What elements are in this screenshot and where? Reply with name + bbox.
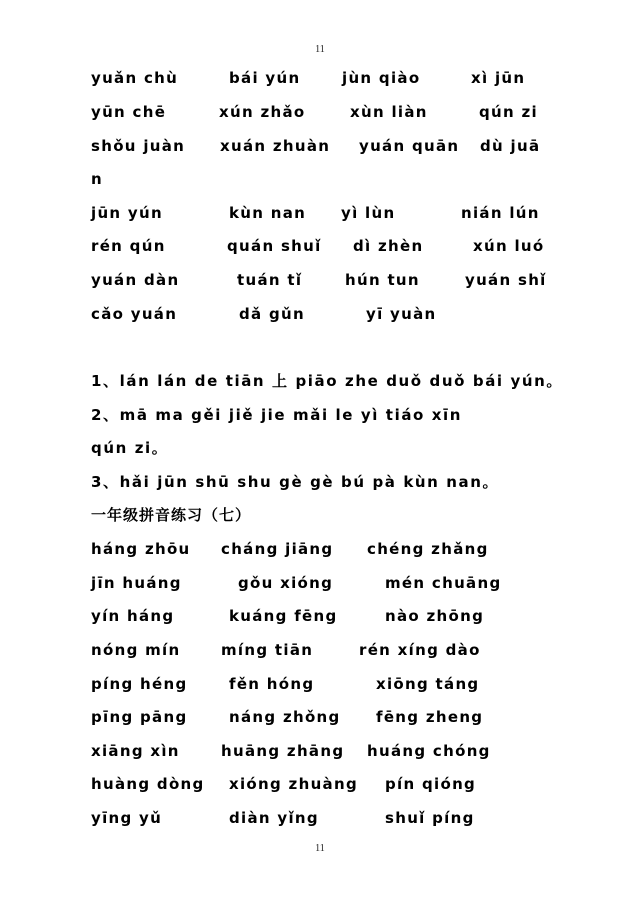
pinyin-word: dǎ gǔn	[239, 305, 305, 323]
pinyin-word: yūn chē	[91, 103, 167, 121]
pinyin-word: xiāng xìn	[91, 742, 180, 760]
pinyin-word: háng zhōu	[91, 540, 191, 558]
pinyin-word: xùn liàn	[350, 103, 428, 121]
pinyin-word: pín qióng	[385, 775, 477, 793]
pinyin-word: jūn yún	[91, 204, 163, 222]
pinyin-word: yín háng	[91, 607, 175, 625]
pinyin-word: fēng zheng	[376, 708, 484, 726]
page-number-top: 11	[315, 44, 325, 55]
pinyin-word: yīng yǔ	[91, 809, 163, 827]
pinyin-word: yì lùn	[341, 204, 396, 222]
sentence-2-continued: qún zi。	[91, 439, 169, 457]
sentence-1: 1、lán lán de tiān 上 piāo zhe duǒ duǒ bái yún。	[91, 372, 564, 390]
pinyin-word: pīng pāng	[91, 708, 188, 726]
pinyin-word: kuáng fēng	[229, 607, 338, 625]
pinyin-word: yuán quān	[359, 137, 460, 155]
pinyin-word: cháng jiāng	[221, 540, 334, 558]
pinyin-word: nào zhōng	[385, 607, 485, 625]
section-title: 一年级拼音练习（七）	[91, 506, 252, 524]
sentence-3: 3、hǎi jūn shū shu gè gè bú pà kùn nan。	[91, 473, 500, 491]
pinyin-word: jùn qiào	[342, 69, 421, 87]
pinyin-word: nóng mín	[91, 641, 181, 659]
pinyin-word: píng héng	[91, 675, 188, 693]
pinyin-word: huāng zhāng	[221, 742, 345, 760]
pinyin-word: n	[91, 170, 103, 188]
pinyin-word: hún tun	[345, 271, 420, 289]
pinyin-word: yuǎn chù	[91, 69, 179, 87]
pinyin-word: xì jūn	[471, 69, 526, 87]
pinyin-word: yī yuàn	[366, 305, 437, 323]
pinyin-word: xuán zhuàn	[220, 137, 331, 155]
pinyin-word: yuán dàn	[91, 271, 180, 289]
pinyin-word: xiōng táng	[376, 675, 480, 693]
pinyin-word: jīn huáng	[91, 574, 182, 592]
page-number-bottom: 11	[315, 843, 325, 854]
pinyin-word: diàn yǐng	[229, 809, 319, 827]
pinyin-word: rén qún	[91, 237, 166, 255]
pinyin-word: shǒu juàn	[91, 137, 186, 155]
pinyin-word: shuǐ píng	[385, 809, 475, 827]
pinyin-word: huáng chóng	[367, 742, 491, 760]
pinyin-word: huàng dòng	[91, 775, 205, 793]
pinyin-word: náng zhǒng	[229, 708, 341, 726]
pinyin-word: chéng zhǎng	[367, 540, 489, 558]
pinyin-word: gǒu xióng	[238, 574, 334, 592]
pinyin-word: cǎo yuán	[91, 305, 178, 323]
pinyin-word: bái yún	[229, 69, 301, 87]
sentence-2: 2、mā ma gěi jiě jie mǎi le yì tiáo xīn	[91, 406, 463, 424]
pinyin-word: tuán tǐ	[237, 271, 303, 289]
pinyin-word: mén chuāng	[385, 574, 502, 592]
pinyin-word: nián lún	[461, 204, 540, 222]
pinyin-word: kùn nan	[229, 204, 307, 222]
pinyin-word: qún zi	[479, 103, 538, 121]
pinyin-word: fěn hóng	[229, 675, 315, 693]
pinyin-word: xún zhǎo	[219, 103, 306, 121]
pinyin-word: dù juā	[480, 137, 541, 155]
pinyin-word: xióng zhuàng	[229, 775, 358, 793]
pinyin-word: dì zhèn	[353, 237, 424, 255]
pinyin-word: yuán shǐ	[465, 271, 547, 289]
pinyin-word: quán shuǐ	[227, 237, 322, 255]
pinyin-word: rén xíng dào	[359, 641, 481, 659]
pinyin-word: míng tiān	[221, 641, 314, 659]
pinyin-word: xún luó	[473, 237, 545, 255]
